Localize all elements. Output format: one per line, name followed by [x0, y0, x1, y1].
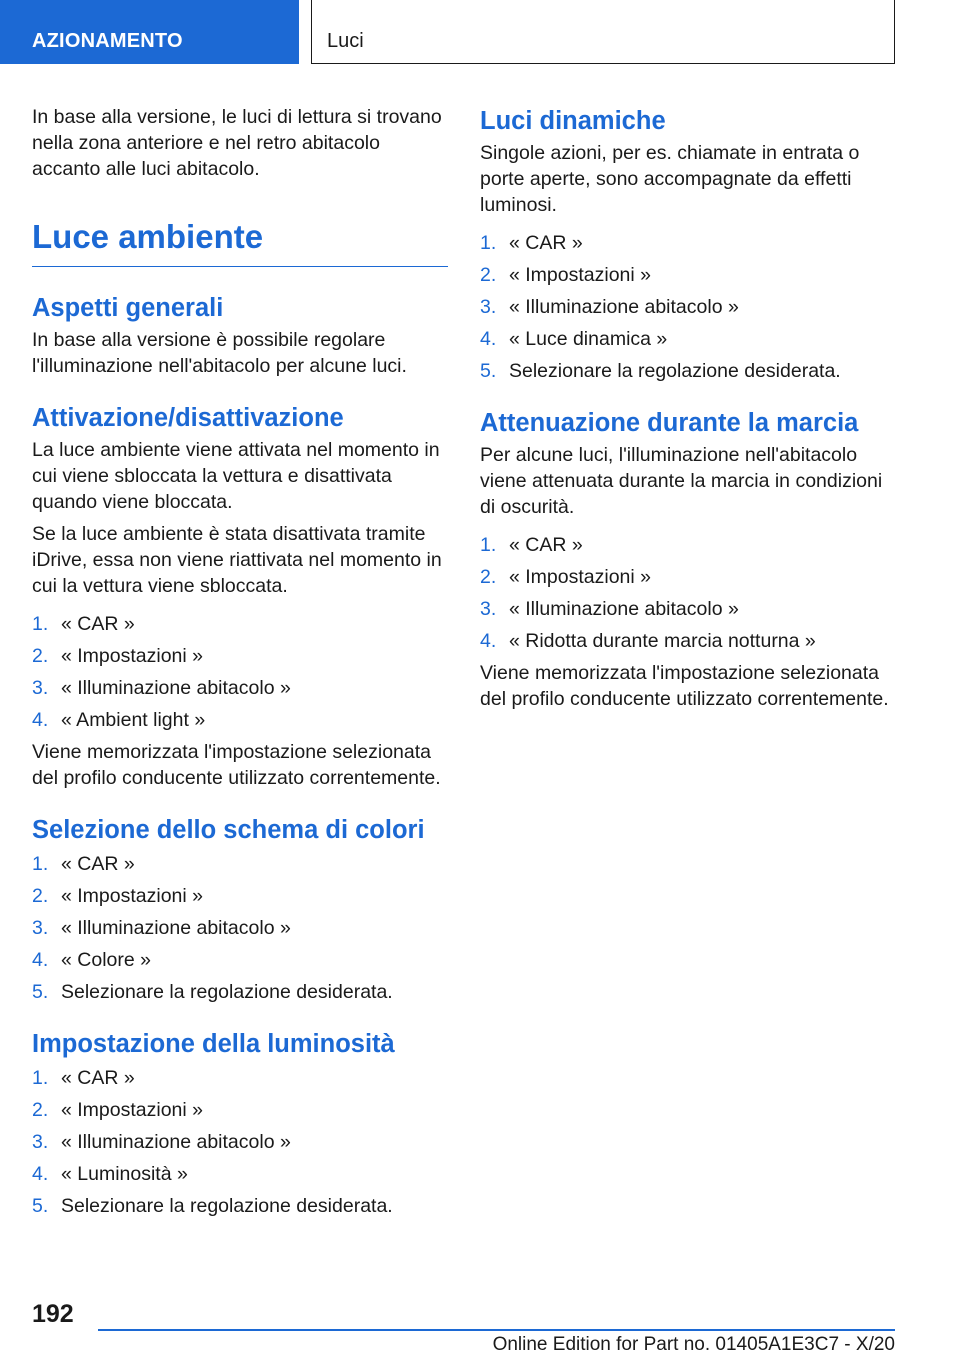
heading-activation: Attivazione/disattivazione	[32, 404, 344, 432]
step-number: 3.	[32, 677, 49, 699]
step-text: « Ridotta durante marcia notturna »	[509, 630, 816, 652]
general-text: In base alla versione è possibile regolare l'illuminazione nell'abitacolo per alcune luci.	[32, 329, 407, 377]
step-text: « Impostazioni »	[509, 566, 651, 588]
step-number: 1.	[480, 534, 497, 556]
list-item	[32, 1161, 448, 1187]
list-item	[32, 851, 448, 877]
heading-general: Aspetti generali	[32, 294, 224, 322]
step-number: 1.	[480, 232, 497, 254]
step-number: 2.	[480, 264, 497, 286]
step-text: Selezionare la regolazione desiderata.	[61, 1195, 393, 1217]
list-item	[480, 564, 896, 590]
list-item	[32, 979, 448, 1005]
step-text: « Illuminazione abitacolo »	[509, 598, 739, 620]
list-item	[480, 230, 896, 256]
heading-dynamic: Luci dinamiche	[480, 107, 666, 135]
activation-text-2: Se la luce ambiente è stata disattivata tramite iDrive, essa non viene riattivata nel momento in cui la vettura viene sbloccata.	[32, 523, 442, 597]
list-item	[480, 326, 896, 352]
step-number: 4.	[480, 328, 497, 350]
step-number: 2.	[32, 885, 49, 907]
list-item	[480, 628, 896, 654]
list-item	[32, 675, 448, 701]
step-number: 5.	[480, 360, 497, 382]
step-text: « Impostazioni »	[509, 264, 651, 286]
step-number: 4.	[32, 949, 49, 971]
step-number: 3.	[480, 296, 497, 318]
dynamic-steps	[480, 230, 896, 384]
left-column	[32, 104, 448, 1225]
page-title: Luce ambiente	[32, 214, 448, 267]
step-number: 2.	[32, 1099, 49, 1121]
step-text: « CAR »	[509, 534, 583, 556]
step-text: « Illuminazione abitacolo »	[61, 677, 291, 699]
step-text: « Impostazioni »	[61, 645, 203, 667]
step-text: Selezionare la regolazione desiderata.	[509, 360, 841, 382]
list-item	[32, 915, 448, 941]
step-number: 5.	[32, 981, 49, 1003]
list-item	[480, 358, 896, 384]
step-text: « CAR »	[509, 232, 583, 254]
step-text: « CAR »	[61, 1067, 135, 1089]
step-text: Selezionare la regolazione desiderata.	[61, 981, 393, 1003]
step-text: « Illuminazione abitacolo »	[509, 296, 739, 318]
heading-dimming: Attenuazione durante la marcia	[480, 409, 859, 437]
step-number: 4.	[32, 709, 49, 731]
step-number: 1.	[32, 1067, 49, 1089]
activation-note: Viene memorizzata l'impostazione selezionata del profilo conducente utilizzato correntemente.	[32, 741, 441, 789]
colors-steps	[32, 851, 448, 1005]
step-text: « Colore »	[61, 949, 151, 971]
list-item	[32, 1193, 448, 1219]
list-item	[32, 643, 448, 669]
intro-paragraph: In base alla versione, le luci di lettura si trovano nella zona anteriore e nel retro abitacolo accanto alle luci abitacolo.	[32, 106, 442, 180]
step-number: 2.	[480, 566, 497, 588]
dynamic-text: Singole azioni, per es. chiamate in entrata o porte aperte, sono accompagnate da effetti luminosi.	[480, 142, 860, 216]
footer-edition: Online Edition for Part no. 01405A1E3C7 - X/20	[492, 1334, 895, 1355]
list-item	[480, 262, 896, 288]
step-text: « Luminosità »	[61, 1163, 188, 1185]
step-number: 1.	[32, 853, 49, 875]
step-text: « Ambient light »	[61, 709, 206, 731]
section-tab: AZIONAMENTO	[0, 0, 299, 64]
heading-colors: Selezione dello schema di colori	[32, 816, 425, 844]
activation-text-1: La luce ambiente viene attivata nel momento in cui viene sbloccata la vettura e disattivata quando viene bloccata.	[32, 439, 440, 513]
step-text: « CAR »	[61, 853, 135, 875]
list-item	[480, 294, 896, 320]
chapter-title: Luci	[311, 0, 895, 64]
step-number: 5.	[32, 1195, 49, 1217]
list-item	[32, 611, 448, 637]
brightness-steps	[32, 1065, 448, 1219]
list-item	[32, 1097, 448, 1123]
list-item	[32, 947, 448, 973]
dimming-steps	[480, 532, 896, 654]
step-text: « Luce dinamica »	[509, 328, 668, 350]
step-text: « CAR »	[61, 613, 135, 635]
activation-steps	[32, 611, 448, 733]
step-number: 3.	[32, 1131, 49, 1153]
dimming-text: Per alcune luci, l'illuminazione nell'abitacolo viene attenuata durante la marcia in condizioni di oscurità.	[480, 444, 883, 518]
step-number: 1.	[32, 613, 49, 635]
page-number: 192	[32, 1300, 74, 1328]
step-number: 4.	[480, 630, 497, 652]
heading-brightness: Impostazione della luminosità	[32, 1030, 395, 1058]
list-item	[480, 532, 896, 558]
footer-divider	[98, 1329, 895, 1331]
step-number: 2.	[32, 645, 49, 667]
step-number: 3.	[480, 598, 497, 620]
list-item	[32, 883, 448, 909]
list-item	[32, 1129, 448, 1155]
step-number: 4.	[32, 1163, 49, 1185]
right-column	[480, 104, 896, 718]
dimming-note: Viene memorizzata l'impostazione selezionata del profilo conducente utilizzato correntemente.	[480, 662, 889, 710]
list-item	[32, 707, 448, 733]
step-text: « Illuminazione abitacolo »	[61, 1131, 291, 1153]
step-text: « Illuminazione abitacolo »	[61, 917, 291, 939]
list-item	[32, 1065, 448, 1091]
step-number: 3.	[32, 917, 49, 939]
list-item	[480, 596, 896, 622]
step-text: « Impostazioni »	[61, 1099, 203, 1121]
step-text: « Impostazioni »	[61, 885, 203, 907]
